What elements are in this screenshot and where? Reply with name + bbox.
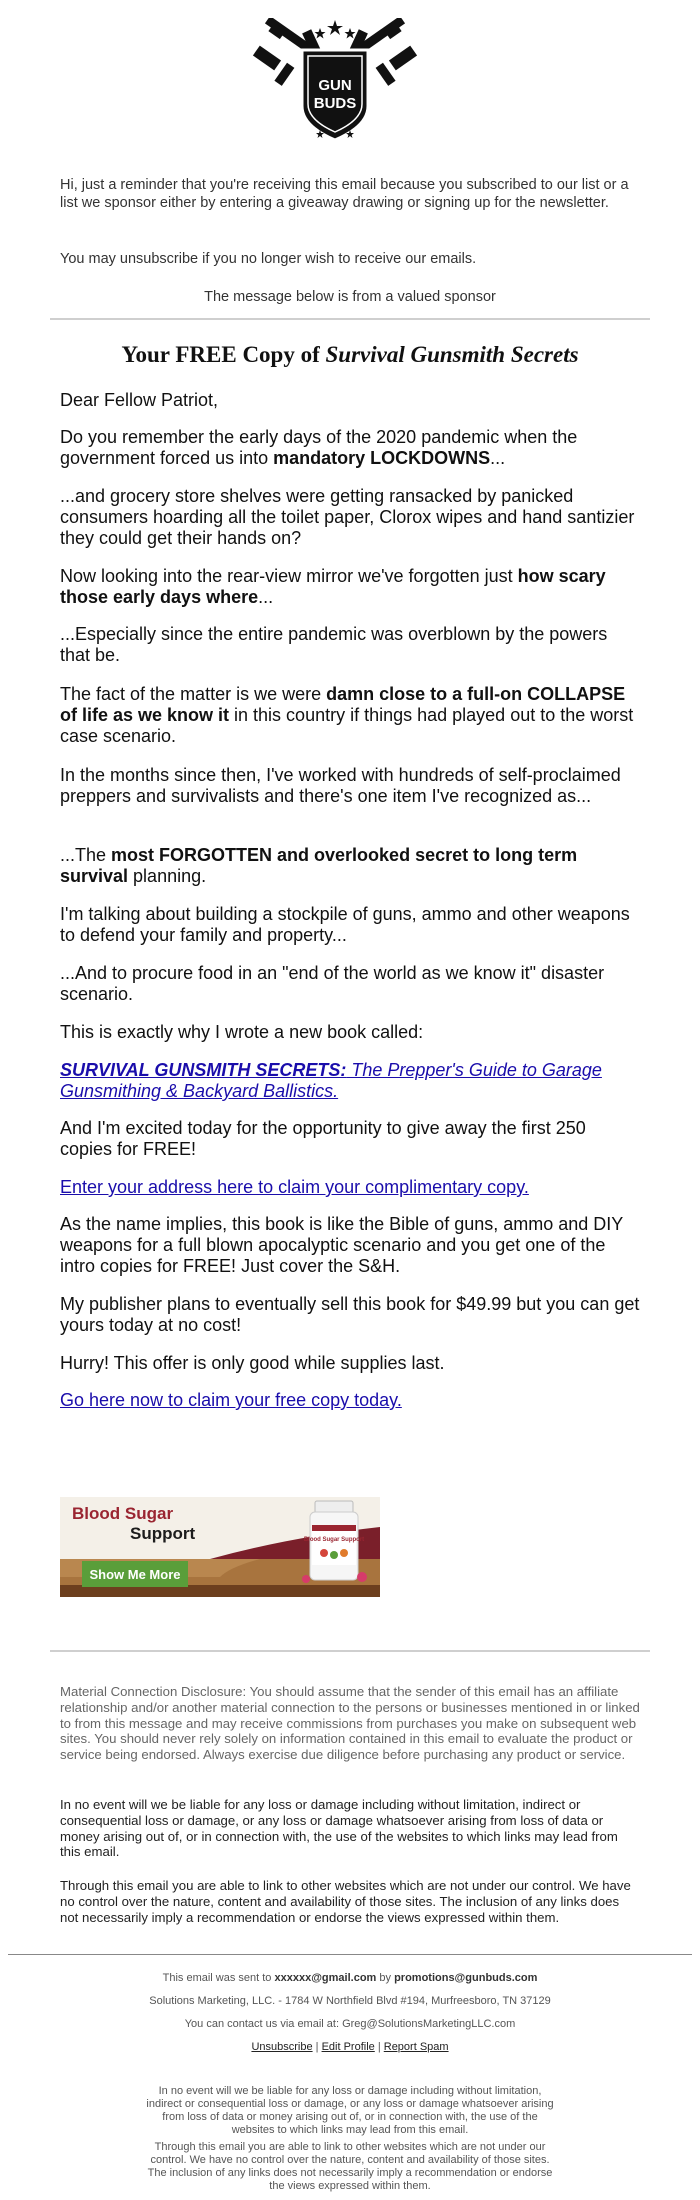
crossed-guns-icon xyxy=(250,18,420,148)
free-copy-link[interactable]: Go here now to claim your free copy today. xyxy=(60,1390,402,1410)
paragraph: And I'm excited today for the opportunity to give away the first 250 copies for FREE! xyxy=(60,1118,586,1159)
article-title: Your FREE Copy of Survival Gunsmith Secrets xyxy=(121,342,579,367)
paragraph: ...The most FORGOTTEN and overlooked secret to long term survival planning. xyxy=(60,845,578,886)
footer-links: Unsubscribe | Edit Profile | Report Spam xyxy=(251,2041,449,2053)
svg-text:GUN: GUN xyxy=(318,77,352,94)
footer-external-links: Through this email you are able to link to other websites which are not under our control. We have no control over the nature, content and availability of those sites. The inclusion of any links does not necessarily imply a recommendation or endorse the views expressed within them. xyxy=(147,2141,553,2192)
paragraph: This is exactly why I wrote a new book called: xyxy=(60,1022,424,1042)
paragraph: Now looking into the rear-view mirror we've forgotten just how scary those early days where... xyxy=(60,566,606,607)
paragraph: ...and grocery store shelves were getting ransacked by panicked consumers hoarding all the toilet paper, Clorox wipes and hand santizier they could get their hands on? xyxy=(60,486,635,548)
svg-text:Blood Sugar: Blood Sugar xyxy=(72,1504,174,1523)
paragraph: The fact of the matter is we were damn close to a full-on COLLAPSE of life as we know it in this country if things had played out to the worst case scenario. xyxy=(60,684,634,746)
claim-link[interactable]: Enter your address here to claim your complimentary copy. xyxy=(60,1177,529,1197)
paragraph: ...And to procure food in an "end of the world as we know it" disaster scenario. xyxy=(60,963,605,1004)
show-me-more-button xyxy=(82,1561,188,1587)
subscription-reminder: Hi, just a reminder that you're receiving this email because you subscribed to our list or a list we sponsor either by entering a giveaway drawing or signing up for the newsletter. xyxy=(60,177,629,211)
liability-notice: In no event will we be liable for any loss or damage including without limitation, indirect or consequential loss or damage, or any loss or damage whatsoever arising from loss of data or money arising out of, or in connection with, the use of the websites to which links may lead from this email. xyxy=(60,1797,618,1860)
sent-to-line: This email was sent to xxxxxx@gmail.com by promotions@gunbuds.com xyxy=(162,1972,538,1984)
company-address: Solutions Marketing, LLC. - 1784 W Northfield Blvd #194, Murfreesboro, TN 37129 xyxy=(149,1995,551,2007)
unsubscribe-note: You may unsubscribe if you no longer wish to receive our emails. xyxy=(60,251,477,267)
paragraph: ...Especially since the entire pandemic was overblown by the powers that be. xyxy=(60,624,608,665)
paragraph: As the name implies, this book is like the Bible of guns, ammo and DIY weapons for a full blown apocalyptic scenario and you get one of the intro copies for FREE! Just cover the S&H. xyxy=(60,1214,623,1276)
paragraph: Do you remember the early days of the 2020 pandemic when the government forced us into mandatory LOCKDOWNS... xyxy=(60,427,578,468)
book-link[interactable]: SURVIVAL GUNSMITH SECRETS: The Prepper's Guide to Garage Gunsmithing & Backyard Ballistics. xyxy=(60,1060,602,1101)
footer-liability: In no event will we be liable for any loss or damage including without limitation, indirect or consequential loss or damage, or any loss or damage whatsoever arising from loss of data or money arising out of, or in connection with, the use of the websites to which links may lead from this email. xyxy=(146,2085,554,2136)
svg-text:Support: Support xyxy=(130,1524,196,1543)
unsubscribe-link[interactable]: Unsubscribe xyxy=(251,2041,313,2053)
paragraph: Hurry! This offer is only good while supplies last. xyxy=(60,1353,445,1373)
material-disclosure: Material Connection Disclosure: You should assume that the sender of this email has an affiliate relationship and/or another material connection to the persons or businesses mentioned in or linked to from this message and may receive commissions from purchases you make on subsequent web sites. You should never rely solely on information contained in this email to evaluate the product or service being endorsed. Always exercise due diligence before purchasing any product or service. xyxy=(60,1684,640,1763)
svg-text:Blood Sugar Support: Blood Sugar Support xyxy=(303,1537,365,1543)
report-spam-link[interactable]: Report Spam xyxy=(383,2041,449,2053)
divider xyxy=(50,1650,650,1652)
sponsor-note: The message below is from a valued sponsor xyxy=(204,289,496,305)
paragraph: I'm talking about building a stockpile of guns, ammo and other weapons to defend your family and property... xyxy=(60,904,630,945)
gunbuds-logo xyxy=(250,18,420,148)
greeting: Dear Fellow Patriot, xyxy=(60,390,219,410)
divider xyxy=(50,318,650,320)
contact-line: You can contact us via email at: Greg@SolutionsMarketingLLC.com xyxy=(184,2018,516,2030)
edit-profile-link[interactable]: Edit Profile xyxy=(321,2041,375,2053)
paragraph: My publisher plans to eventually sell this book for $49.99 but you can get yours today at no cost! xyxy=(60,1294,640,1335)
external-links-notice: Through this email you are able to link to other websites which are not under our control. We have no control over the nature, content and availability of those sites. The inclusion of any links does not necessarily imply a recommendation or endorse the views expressed within them. xyxy=(60,1878,631,1925)
svg-text:Show Me More: Show Me More xyxy=(89,1567,181,1582)
svg-text:BUDS: BUDS xyxy=(313,95,357,112)
footer-divider xyxy=(8,1954,692,1955)
blood-sugar-ad[interactable] xyxy=(60,1497,380,1597)
paragraph: In the months since then, I've worked with hundreds of self-proclaimed preppers and survivalists and there's one item I've recognized as... xyxy=(60,765,621,806)
